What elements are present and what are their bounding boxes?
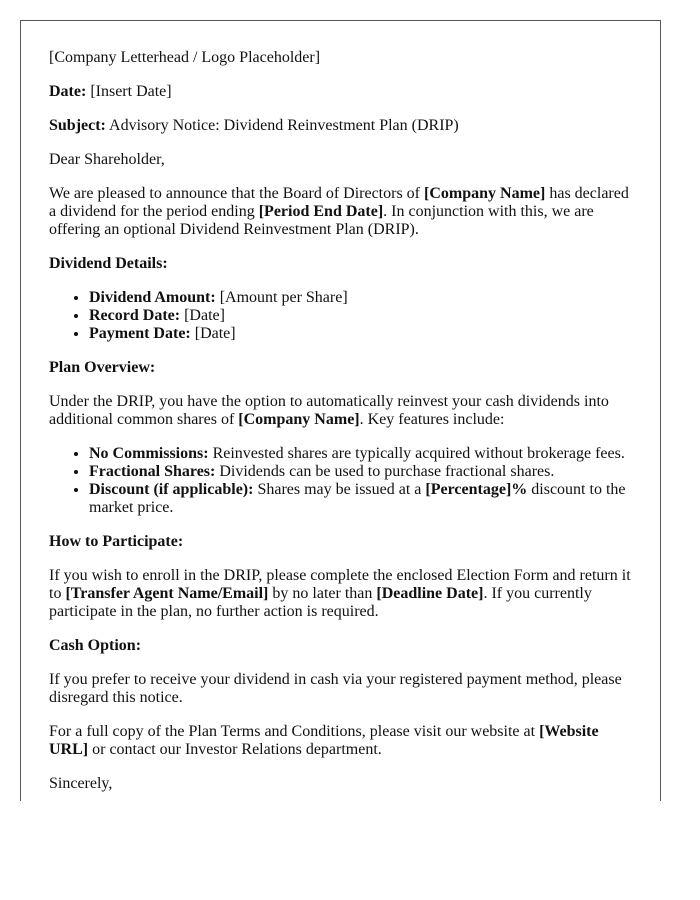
overview-text-2: . Key features include: bbox=[359, 411, 505, 428]
item-value: [Date] bbox=[190, 325, 236, 342]
subject-label: Subject: bbox=[49, 117, 106, 134]
item-value-2: discount to the market price. bbox=[89, 481, 626, 516]
letter-document bbox=[20, 20, 661, 801]
percentage-placeholder: [Percentage]% bbox=[425, 481, 528, 498]
dividend-details-heading: Dividend Details: bbox=[49, 255, 168, 272]
transfer-agent-placeholder: [Transfer Agent Name/Email] bbox=[65, 585, 269, 602]
intro-paragraph bbox=[49, 185, 632, 239]
list-item bbox=[89, 445, 632, 463]
overview-text-1: Under the DRIP, you have the option to automatically reinvest your cash dividends into additional common shares of bbox=[49, 393, 609, 428]
participate-text-3: . If you currently participate in the plan, no further action is required. bbox=[49, 585, 592, 620]
participate-text-2: by no later than bbox=[268, 585, 377, 602]
intro-text-3: . In conjunction with this, we are offering an optional Dividend Reinvestment Plan (DRIP). bbox=[49, 203, 594, 238]
list-item bbox=[89, 289, 632, 307]
cash-option-heading: Cash Option: bbox=[49, 637, 142, 654]
item-value: [Amount per Share] bbox=[215, 289, 348, 306]
participate-heading: How to Participate: bbox=[49, 533, 184, 550]
participate-text-1: If you wish to enroll in the DRIP, please complete the enclosed Election Form and return it to bbox=[49, 567, 631, 602]
date-label: Date: bbox=[49, 83, 87, 100]
terms-text-1: For a full copy of the Plan Terms and Conditions, please visit our website at bbox=[49, 723, 540, 740]
closing: Sincerely, bbox=[49, 775, 113, 792]
period-end-placeholder: [Period End Date] bbox=[258, 203, 384, 220]
company-name-placeholder: [Company Name] bbox=[424, 185, 546, 202]
item-label: Fractional Shares: bbox=[89, 463, 216, 480]
item-value: Shares may be issued at a bbox=[253, 481, 426, 498]
item-value: Dividends can be used to purchase fractional shares. bbox=[215, 463, 555, 480]
website-placeholder: [Website URL] bbox=[49, 723, 599, 758]
plan-overview-paragraph bbox=[49, 393, 632, 429]
subject-line bbox=[49, 117, 632, 135]
date-value: [Insert Date] bbox=[86, 83, 172, 100]
salutation: Dear Shareholder, bbox=[49, 151, 165, 168]
terms-text-2: or contact our Investor Relations department. bbox=[88, 741, 382, 758]
company-name-placeholder: [Company Name] bbox=[238, 411, 360, 428]
item-value: [Date] bbox=[180, 307, 225, 324]
participate-paragraph bbox=[49, 567, 632, 621]
item-label: Record Date: bbox=[89, 307, 181, 324]
terms-paragraph bbox=[49, 723, 632, 759]
intro-text-2: has declared a dividend for the period ending bbox=[49, 185, 629, 220]
letterhead-placeholder: [Company Letterhead / Logo Placeholder] bbox=[49, 49, 321, 66]
item-label: Discount (if applicable): bbox=[89, 481, 254, 498]
item-label: Dividend Amount: bbox=[89, 289, 216, 306]
intro-text-1: We are pleased to announce that the Board of Directors of bbox=[49, 185, 425, 202]
list-item bbox=[89, 307, 632, 325]
dividend-details-list bbox=[49, 289, 632, 343]
deadline-placeholder: [Deadline Date] bbox=[376, 585, 484, 602]
subject-value: Advisory Notice: Dividend Reinvestment Plan (DRIP) bbox=[105, 117, 459, 134]
cash-option-paragraph: If you prefer to receive your dividend in cash via your registered payment method, please disregard this notice. bbox=[49, 671, 622, 706]
list-item bbox=[89, 463, 632, 481]
key-features-list bbox=[49, 445, 632, 517]
list-item bbox=[89, 481, 632, 517]
list-item bbox=[89, 325, 632, 343]
plan-overview-heading: Plan Overview: bbox=[49, 359, 156, 376]
date-line bbox=[49, 83, 632, 101]
item-label: Payment Date: bbox=[89, 325, 191, 342]
item-label: No Commissions: bbox=[89, 445, 209, 462]
item-value: Reinvested shares are typically acquired without brokerage fees. bbox=[208, 445, 625, 462]
